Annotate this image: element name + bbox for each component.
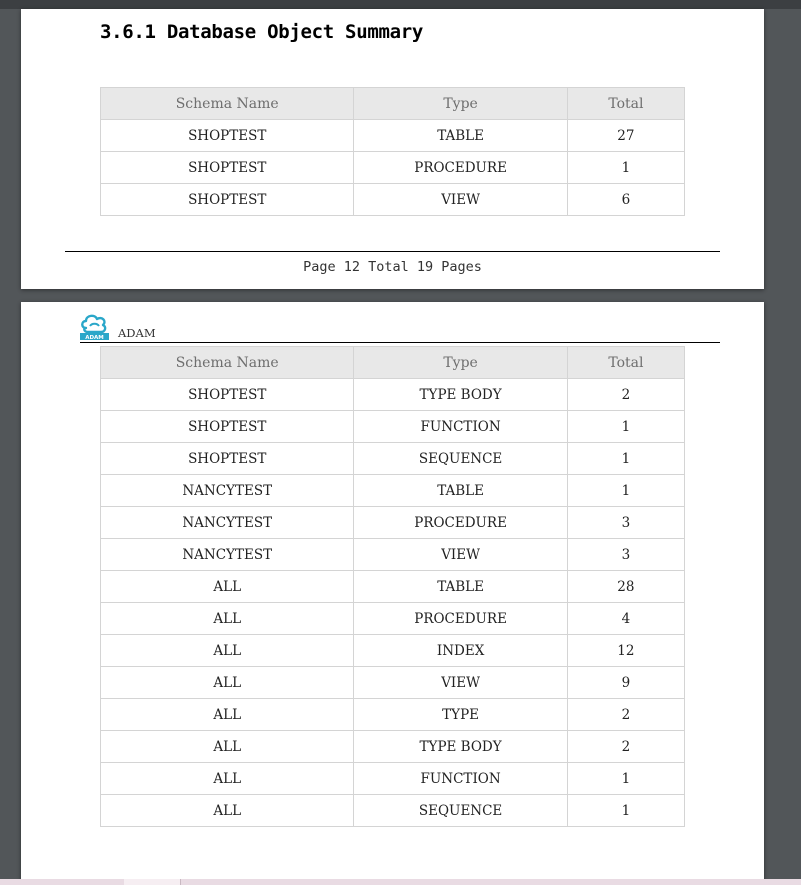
cell-schema-name: NANCYTEST (101, 539, 354, 571)
cell-schema-name: SHOPTEST (101, 379, 354, 411)
table-row (101, 667, 685, 699)
table-row (101, 411, 685, 443)
table-row (101, 379, 685, 411)
table-row (101, 763, 685, 795)
pdf-page-13 (21, 302, 764, 885)
cell-schema-name: ALL (101, 795, 354, 827)
cell-schema-name: ALL (101, 603, 354, 635)
table-row (101, 120, 685, 152)
cell-schema-name: SHOPTEST (101, 152, 354, 184)
adam-cloud-logo-icon (80, 313, 109, 340)
column-header-schema-name: Schema Name (101, 347, 354, 379)
cell-total: 2 (567, 379, 684, 411)
cell-type: PROCEDURE (354, 603, 567, 635)
cell-schema-name: ALL (101, 635, 354, 667)
cell-schema-name: SHOPTEST (101, 443, 354, 475)
table-row (101, 795, 685, 827)
cell-total: 3 (567, 539, 684, 571)
cell-type: TABLE (354, 571, 567, 603)
table-row (101, 635, 685, 667)
table-body (101, 120, 685, 216)
cell-type: PROCEDURE (354, 507, 567, 539)
bottom-strip-segment (124, 879, 181, 885)
table-row (101, 571, 685, 603)
cell-type: VIEW (354, 539, 567, 571)
cell-total: 4 (567, 603, 684, 635)
cell-total: 27 (567, 120, 684, 152)
logo-wordmark: ADAM (85, 334, 104, 340)
cell-total: 1 (567, 411, 684, 443)
cell-total: 1 (567, 443, 684, 475)
header-divider (80, 342, 720, 343)
pdf-page-12 (21, 9, 764, 289)
cell-type: TYPE (354, 699, 567, 731)
column-header-total: Total (567, 347, 684, 379)
column-header-schema-name: Schema Name (101, 88, 354, 120)
cell-schema-name: SHOPTEST (101, 120, 354, 152)
table-row (101, 539, 685, 571)
cell-schema-name: ALL (101, 571, 354, 603)
cell-total: 6 (567, 184, 684, 216)
table-row (101, 603, 685, 635)
table-header-row (101, 88, 685, 120)
table-row (101, 731, 685, 763)
cell-type: FUNCTION (354, 763, 567, 795)
cell-schema-name: ALL (101, 667, 354, 699)
object-summary-table-continued (100, 346, 685, 827)
page-number-footer: Page 12 Total 19 Pages (303, 259, 482, 275)
cell-total: 1 (567, 795, 684, 827)
cell-schema-name: NANCYTEST (101, 507, 354, 539)
cell-type: TYPE BODY (354, 379, 567, 411)
cell-total: 1 (567, 763, 684, 795)
cell-type: INDEX (354, 635, 567, 667)
table-row (101, 475, 685, 507)
cell-schema-name: SHOPTEST (101, 411, 354, 443)
section-heading: 3.6.1 Database Object Summary (100, 21, 424, 43)
cell-type: PROCEDURE (354, 152, 567, 184)
cell-total: 2 (567, 699, 684, 731)
cell-total: 12 (567, 635, 684, 667)
table-row (101, 184, 685, 216)
column-header-type: Type (354, 88, 567, 120)
cell-schema-name: ALL (101, 763, 354, 795)
cell-schema-name: NANCYTEST (101, 475, 354, 507)
cell-type: TYPE BODY (354, 731, 567, 763)
cell-total: 1 (567, 475, 684, 507)
bottom-strip (0, 879, 801, 885)
header-brand-name: ADAM (118, 326, 156, 340)
cell-total: 9 (567, 667, 684, 699)
cell-type: VIEW (354, 667, 567, 699)
column-header-total: Total (567, 88, 684, 120)
cell-total: 3 (567, 507, 684, 539)
table-row (101, 152, 685, 184)
column-header-type: Type (354, 347, 567, 379)
table-row (101, 699, 685, 731)
cell-type: VIEW (354, 184, 567, 216)
table-row (101, 443, 685, 475)
cell-type: FUNCTION (354, 411, 567, 443)
table-header-row (101, 347, 685, 379)
table-body (101, 379, 685, 827)
cell-type: SEQUENCE (354, 443, 567, 475)
table-row (101, 507, 685, 539)
object-summary-table (100, 87, 685, 216)
cell-schema-name: ALL (101, 731, 354, 763)
viewer-top-bar (0, 0, 801, 9)
cell-type: SEQUENCE (354, 795, 567, 827)
cell-total: 2 (567, 731, 684, 763)
cell-schema-name: ALL (101, 699, 354, 731)
cell-type: TABLE (354, 475, 567, 507)
cell-schema-name: SHOPTEST (101, 184, 354, 216)
cell-type: TABLE (354, 120, 567, 152)
cell-total: 1 (567, 152, 684, 184)
footer-divider (65, 251, 720, 252)
cell-total: 28 (567, 571, 684, 603)
